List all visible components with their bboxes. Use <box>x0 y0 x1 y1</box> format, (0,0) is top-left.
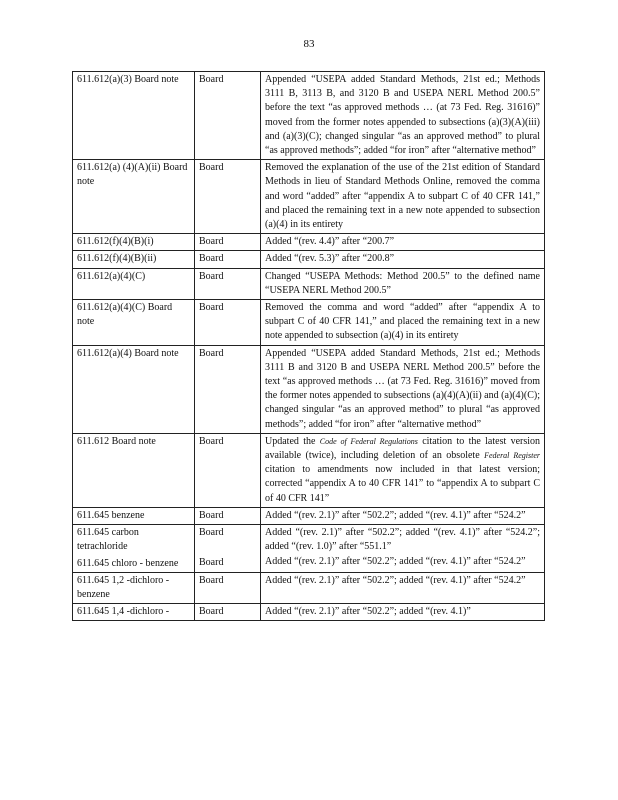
description-text: Added “(rev. 2.1)” after “502.2”; added “(rev. 4.1)” after “524.2”; added “(rev. 1.0)” after “551.1” <box>265 527 540 553</box>
description-cell: Removed the comma and word “added” after “appendix A to subpart C of 40 CFR 141,” and placed the remaining text in a new note appended to subsection (a)(4) in its entirety <box>261 300 545 346</box>
federal-register-italic: Federal Register <box>484 451 541 461</box>
description-cell: Changed “USEPA Methods: Method 200.5” to the defined name “USEPA NERL Method 200.5” <box>261 268 545 299</box>
description-text: Added “(rev. 2.1)” after “502.2”; added “(rev. 4.1)” after “524.2” <box>265 555 526 567</box>
table-row <box>73 525 545 573</box>
section-cell: 611.612 Board note <box>73 433 195 507</box>
source-cell: Board <box>195 572 261 603</box>
description-cell <box>261 525 545 573</box>
description-text: Updated the <box>265 435 320 447</box>
cfr-title-italic: Code of Federal Regulations <box>319 436 418 446</box>
description-cell: Added “(rev. 2.1)” after “502.2”; added “(rev. 4.1)” after “524.2” <box>261 507 545 524</box>
description-cell <box>261 433 545 507</box>
table-row <box>73 433 545 507</box>
table-row <box>73 72 545 160</box>
section-text: 611.645 chloro - benzene <box>77 557 179 569</box>
description-cell: Added “(rev. 5.3)” after “200.8” <box>261 251 545 268</box>
source-cell: Board <box>195 268 261 299</box>
table-row <box>73 572 545 603</box>
source-cell: Board <box>195 433 261 507</box>
source-cell: Board <box>195 604 261 621</box>
description-cell: Appended “USEPA added Standard Methods, 21st ed.; Methods 3111 B and 3120 B and USEPA NERL Method 200.5” before the text “as approved methods … (at 73 Fed. Reg. 31616)” moved from the former notes appended to subsections (a)(4)(A)(ii) and (a)(4)(C); changed singular “as an approved method” to plural “as approved methods”; added “for iron” after “alternative method” <box>261 345 545 433</box>
table-row <box>73 251 545 268</box>
section-cell <box>73 525 195 573</box>
section-cell: 611.612(f)(4)(B)(i) <box>73 234 195 251</box>
section-cell: 611.645 1,4 -dichloro - <box>73 604 195 621</box>
description-cell: Added “(rev. 2.1)” after “502.2”; added “(rev. 4.1)” after “524.2” <box>261 572 545 603</box>
source-cell: Board <box>195 234 261 251</box>
description-text: citation to the latest version available (twice), including deletion of an obsolete <box>265 435 541 462</box>
description-cell: Added “(rev. 2.1)” after “502.2”; added “(rev. 4.1)” <box>261 604 545 621</box>
section-cell: 611.612(a) (4)(A)(ii) Board note <box>73 160 195 234</box>
source-cell: Board <box>195 345 261 433</box>
table-row <box>73 268 545 299</box>
table-row <box>73 507 545 524</box>
description-cell: Appended “USEPA added Standard Methods, 21st ed.; Methods 3111 B, 3113 B, and 3120 B and USEPA NERL Method 200.5” before the text “as approved methods … (at 73 Fed. Reg. 31616)” moved from the former notes appended to subsections (a)(3)(A)(iii) and (a)(3)(C); changed singular “as an approved method” to plural “as approved methods”; added “for iron” after “alternative method” <box>261 72 545 160</box>
source-text: Board <box>199 527 224 539</box>
section-cell: 611.645 benzene <box>73 507 195 524</box>
table-row <box>73 234 545 251</box>
revision-table <box>72 71 545 621</box>
table-row <box>73 345 545 433</box>
source-cell: Board <box>195 300 261 346</box>
description-cell: Removed the explanation of the use of the 21st edition of Standard Methods in lieu of Standard Methods Online, removed the comma and word “added” after “appendix A to subpart C of 40 CFR 141,” and placed the remaining text in a new note appended to subsection (a)(4) in its entirety <box>261 160 545 234</box>
source-cell <box>195 525 261 573</box>
section-cell: 611.612(a)(3) Board note <box>73 72 195 160</box>
source-cell: Board <box>195 160 261 234</box>
description-text: citation to amendments now included in that latest version; corrected “appendix A to 40 CFR 141” to “appendix A to subpart C of 40 CFR 141” <box>265 464 540 504</box>
source-text: Board <box>199 557 224 569</box>
section-cell: 611.645 1,2 -dichloro - benzene <box>73 572 195 603</box>
section-text: 611.645 carbon tetrachloride <box>77 527 139 553</box>
source-cell: Board <box>195 507 261 524</box>
page-number: 83 <box>303 38 315 50</box>
table-row <box>73 300 545 346</box>
section-cell: 611.612(f)(4)(B)(ii) <box>73 251 195 268</box>
section-cell: 611.612(a)(4) Board note <box>73 345 195 433</box>
source-cell: Board <box>195 251 261 268</box>
source-cell: Board <box>195 72 261 160</box>
table-row <box>73 160 545 234</box>
description-cell: Added “(rev. 4.4)” after “200.7” <box>261 234 545 251</box>
section-cell: 611.612(a)(4)(C) Board note <box>73 300 195 346</box>
section-cell: 611.612(a)(4)(C) <box>73 268 195 299</box>
table-row <box>73 604 545 621</box>
